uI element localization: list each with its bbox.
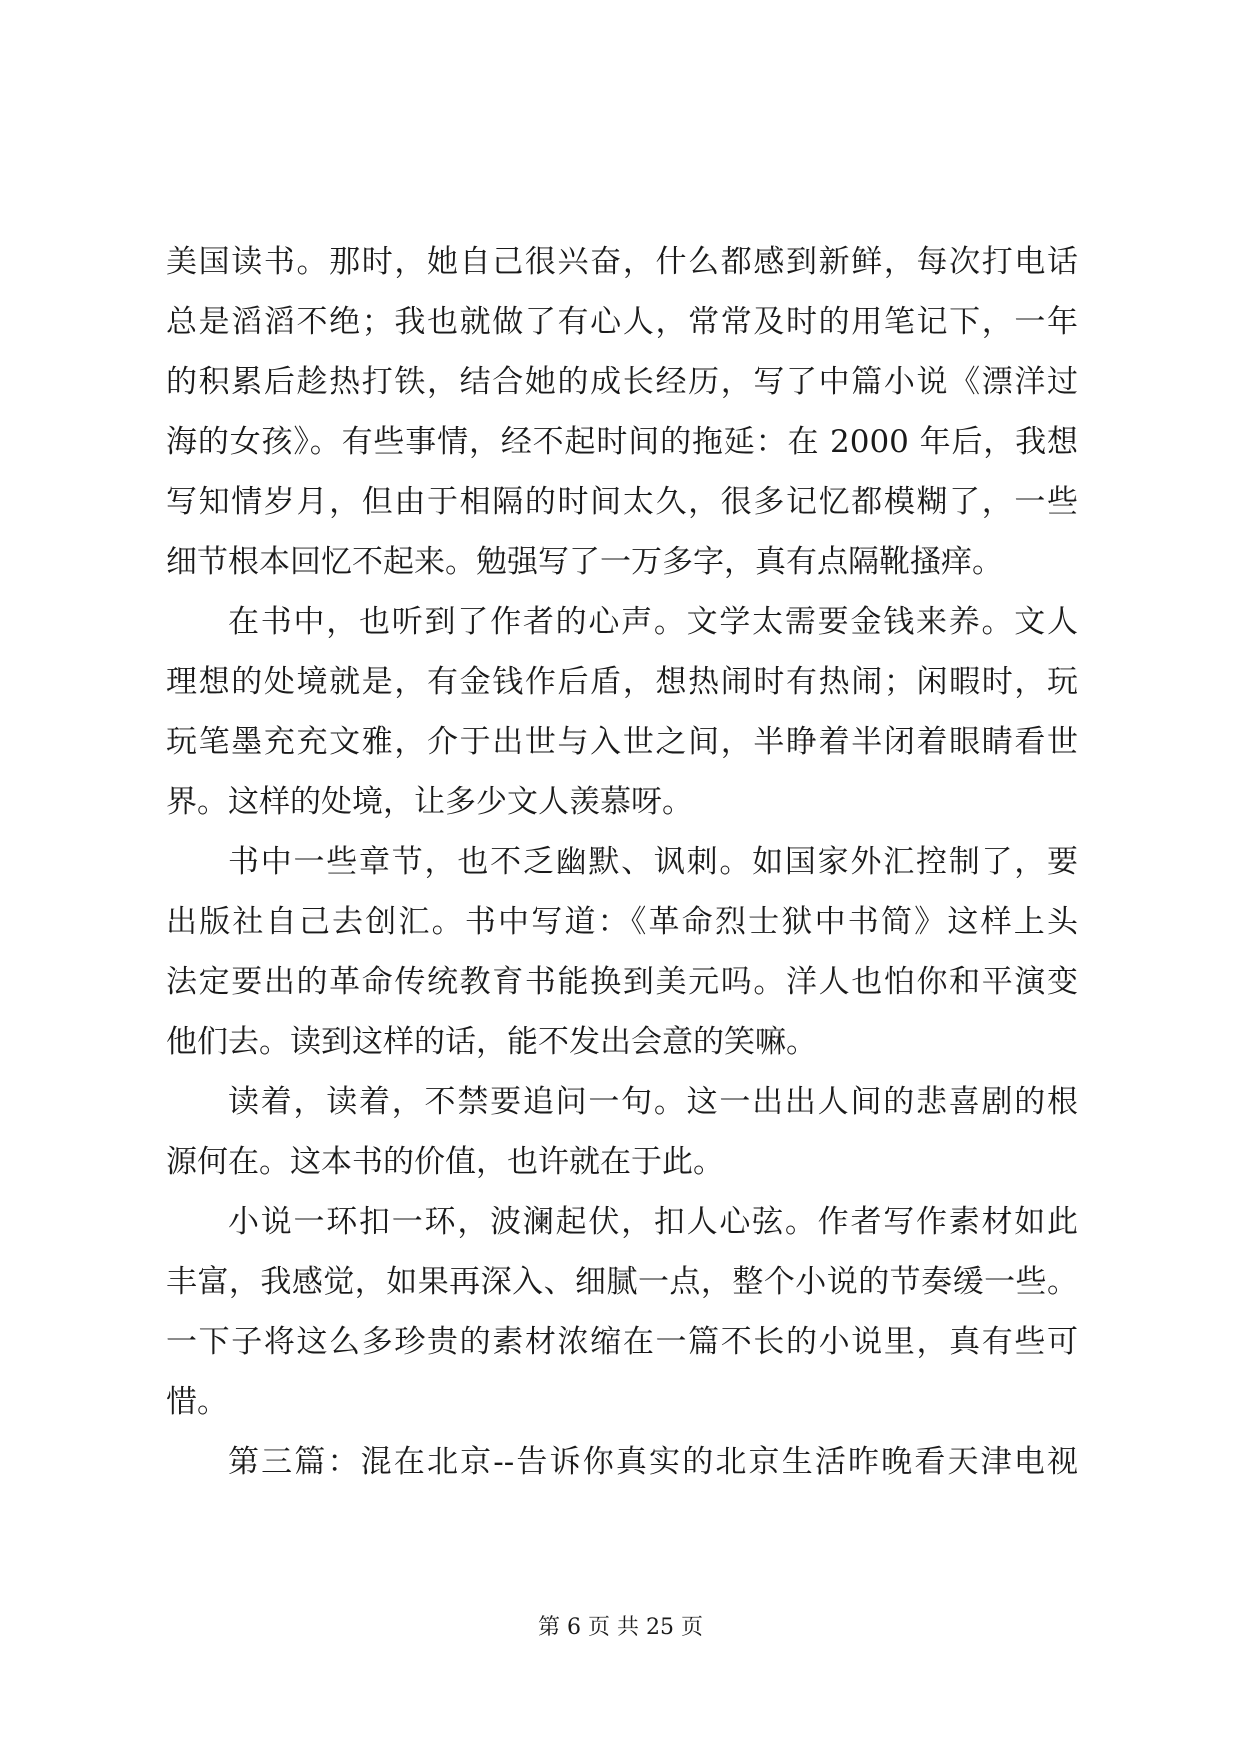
- page-footer: 第 6 页 共 25 页: [538, 1615, 703, 1640]
- text-line: 在书中，也听到了作者的心声。文学太需要金钱来养。文人: [228, 604, 1078, 640]
- text-line: 他们去。读到这样的话，能不发出会意的笑嘛。: [166, 1024, 817, 1060]
- text-line: 源何在。这本书的价值，也许就在于此。: [166, 1144, 724, 1180]
- text-line: 第三篇：混在北京--告诉你真实的北京生活昨晚看天津电视: [228, 1444, 1078, 1480]
- text-line: 的积累后趁热打铁，结合她的成长经历，写了中篇小说《漂洋过: [166, 364, 1078, 400]
- text-line: 写知情岁月，但由于相隔的时间太久，很多记忆都模糊了，一些: [166, 484, 1078, 520]
- text-line: 书中一些章节，也不乏幽默、讽刺。如国家外汇控制了，要: [228, 844, 1078, 880]
- text-line: 海的女孩》。有些事情，经不起时间的拖延：在 2000 年后，我想: [166, 424, 1078, 460]
- paragraph: [166, 1432, 1078, 1492]
- text-line: 美国读书。那时，她自己很兴奋，什么都感到新鲜，每次打电话: [166, 244, 1078, 280]
- paragraph: [166, 592, 1078, 832]
- text-line: 出版社自己去创汇。书中写道：《革命烈士狱中书简》这样上头: [166, 904, 1078, 940]
- paragraph: [166, 1192, 1078, 1432]
- paragraph: [166, 832, 1078, 1072]
- paragraph: [166, 232, 1078, 592]
- text-line: 界。这样的处境，让多少文人羡慕呀。: [166, 784, 693, 820]
- text-line: 理想的处境就是，有金钱作后盾，想热闹时有热闹；闲暇时，玩: [166, 664, 1078, 700]
- text-line: 小说一环扣一环，波澜起伏，扣人心弦。作者写作素材如此: [228, 1204, 1078, 1240]
- text-line: 细节根本回忆不起来。勉强写了一万多字，真有点隔靴搔痒。: [166, 544, 1003, 580]
- text-line: 丰富，我感觉，如果再深入、细腻一点，整个小说的节奏缓一些。: [166, 1264, 1078, 1300]
- document-body: [166, 232, 1078, 1492]
- text-line: 法定要出的革命传统教育书能换到美元吗。洋人也怕你和平演变: [166, 964, 1078, 1000]
- text-line: 一下子将这么多珍贵的素材浓缩在一篇不长的小说里，真有些可: [166, 1324, 1078, 1360]
- paragraph: [166, 1072, 1078, 1192]
- text-line: 惜。: [166, 1384, 228, 1420]
- text-line: 玩笔墨充充文雅，介于出世与入世之间，半睁着半闭着眼睛看世: [166, 724, 1078, 760]
- text-line: 读着，读着，不禁要追问一句。这一出出人间的悲喜剧的根: [228, 1084, 1078, 1120]
- text-line: 总是滔滔不绝；我也就做了有心人，常常及时的用笔记下，一年: [166, 304, 1078, 340]
